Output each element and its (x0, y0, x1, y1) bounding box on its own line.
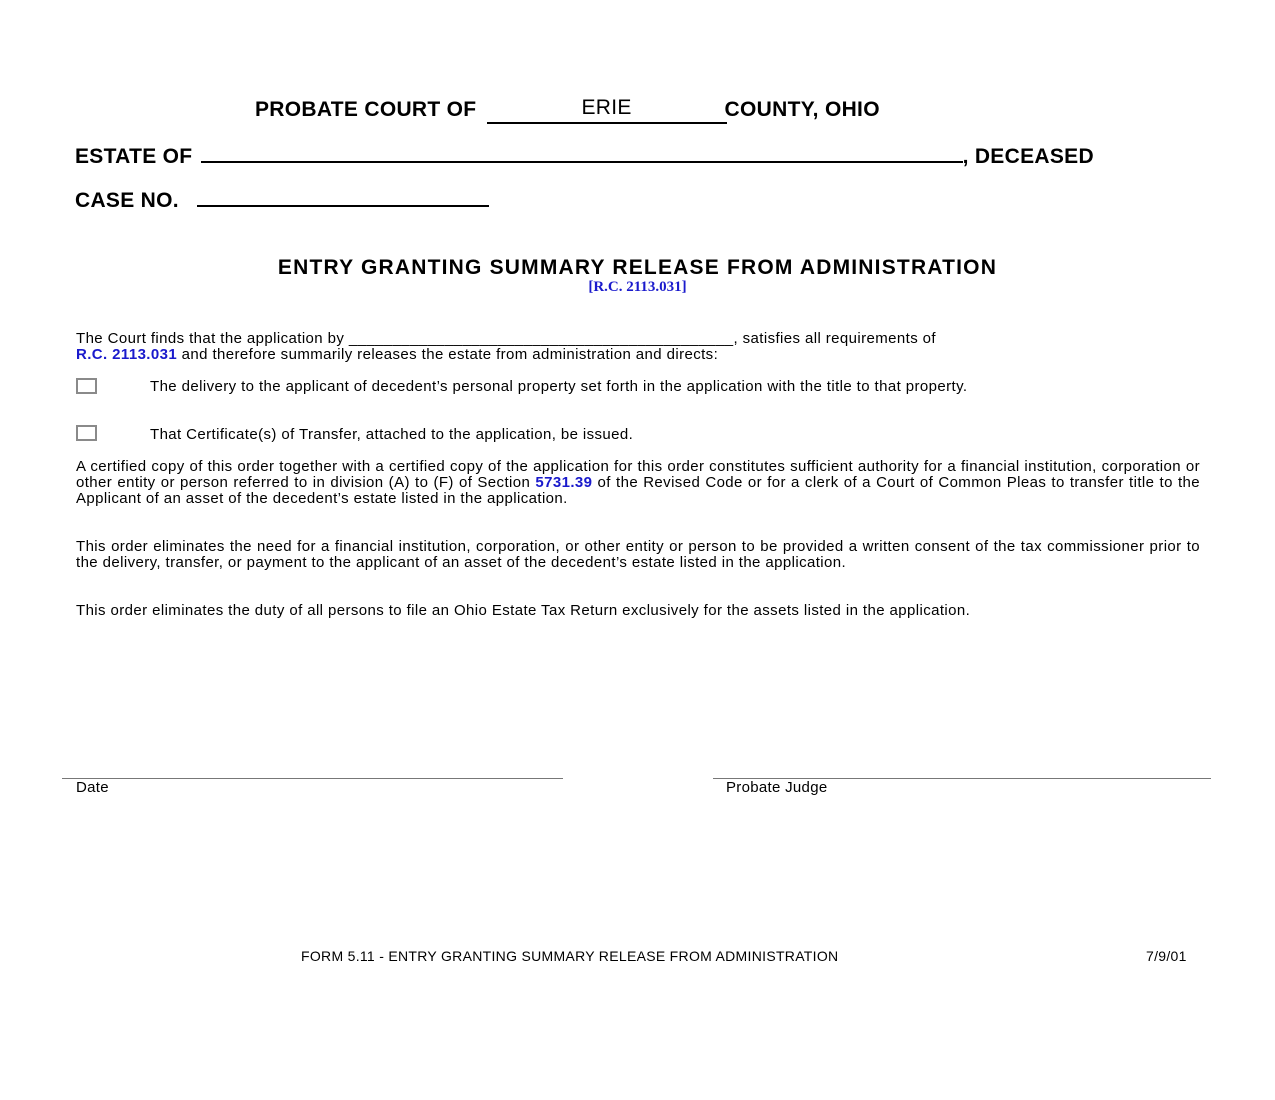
document-title: ENTRY GRANTING SUMMARY RELEASE FROM ADMINISTRATION (277, 256, 998, 279)
certificate-transfer-checkbox[interactable] (76, 425, 97, 441)
delivery-checkbox[interactable] (76, 378, 97, 394)
probate-judge-label: Probate Judge (726, 779, 828, 796)
intro-paragraph (76, 331, 1201, 363)
delivery-option-text: The delivery to the applicant of decedent’s personal property set forth in the application with the title to that property. (150, 378, 968, 395)
estate-label: ESTATE OF (75, 145, 193, 168)
intro-line2: and therefore summarily releases the estate from administration and directs: (177, 346, 719, 363)
date-label: Date (76, 779, 109, 796)
case-heading (75, 187, 489, 213)
court-suffix: COUNTY, OHIO (724, 98, 880, 121)
form-footer: FORM 5.11 - ENTRY GRANTING SUMMARY RELEASE FROM ADMINISTRATION (301, 948, 839, 964)
intro-prefix: The Court finds that the application by (76, 330, 345, 347)
section-5731-39-link[interactable]: 5731.39 (535, 474, 593, 491)
estate-name-field[interactable] (201, 143, 963, 163)
applicant-blank-field[interactable]: ____________________________________________ (348, 330, 734, 347)
rc-2113-031-link[interactable]: R.C. 2113.031 (76, 346, 178, 363)
tax-consent-paragraph: This order eliminates the need for a financial institution, corporation, or other entity or person to be provided a written consent of the tax commissioner prior to the delivery, transfer, or payment to the applicant of an asset of the decedent’s estate listed in the application. (76, 538, 1200, 571)
authority-text-start: A certified copy of this order together with a certified copy of the application for this order constitutes sufficient authority for a financial institution, corporation or other entity or person referred to in division (A) to (F) of Section (76, 458, 1200, 491)
estate-heading (75, 143, 1094, 169)
statute-citation[interactable]: [R.C. 2113.031] (588, 279, 687, 295)
court-heading (255, 98, 880, 124)
authority-text-end: of the Revised Code or for a clerk of a Court of Common Pleas to transfer title to the Applicant of an asset of the decedent’s estate listed in the application. (76, 474, 1201, 507)
intro-suffix: , satisfies all requirements of (733, 330, 936, 347)
form-revision-date: 7/9/01 (1146, 948, 1187, 964)
case-label: CASE NO. (75, 189, 179, 212)
date-signature-line[interactable] (62, 778, 563, 779)
court-prefix: PROBATE COURT OF (255, 98, 477, 121)
authority-paragraph (76, 459, 1200, 507)
certificate-option-text: That Certificate(s) of Transfer, attached to the application, be issued. (150, 426, 634, 443)
county-field[interactable] (487, 98, 727, 124)
case-number-field[interactable] (197, 187, 489, 207)
deceased-label: , DECEASED (962, 145, 1094, 168)
estate-tax-paragraph: This order eliminates the duty of all persons to file an Ohio Estate Tax Return exclusively for the assets listed in the application. (76, 602, 971, 619)
county-value: ERIE (581, 96, 632, 119)
